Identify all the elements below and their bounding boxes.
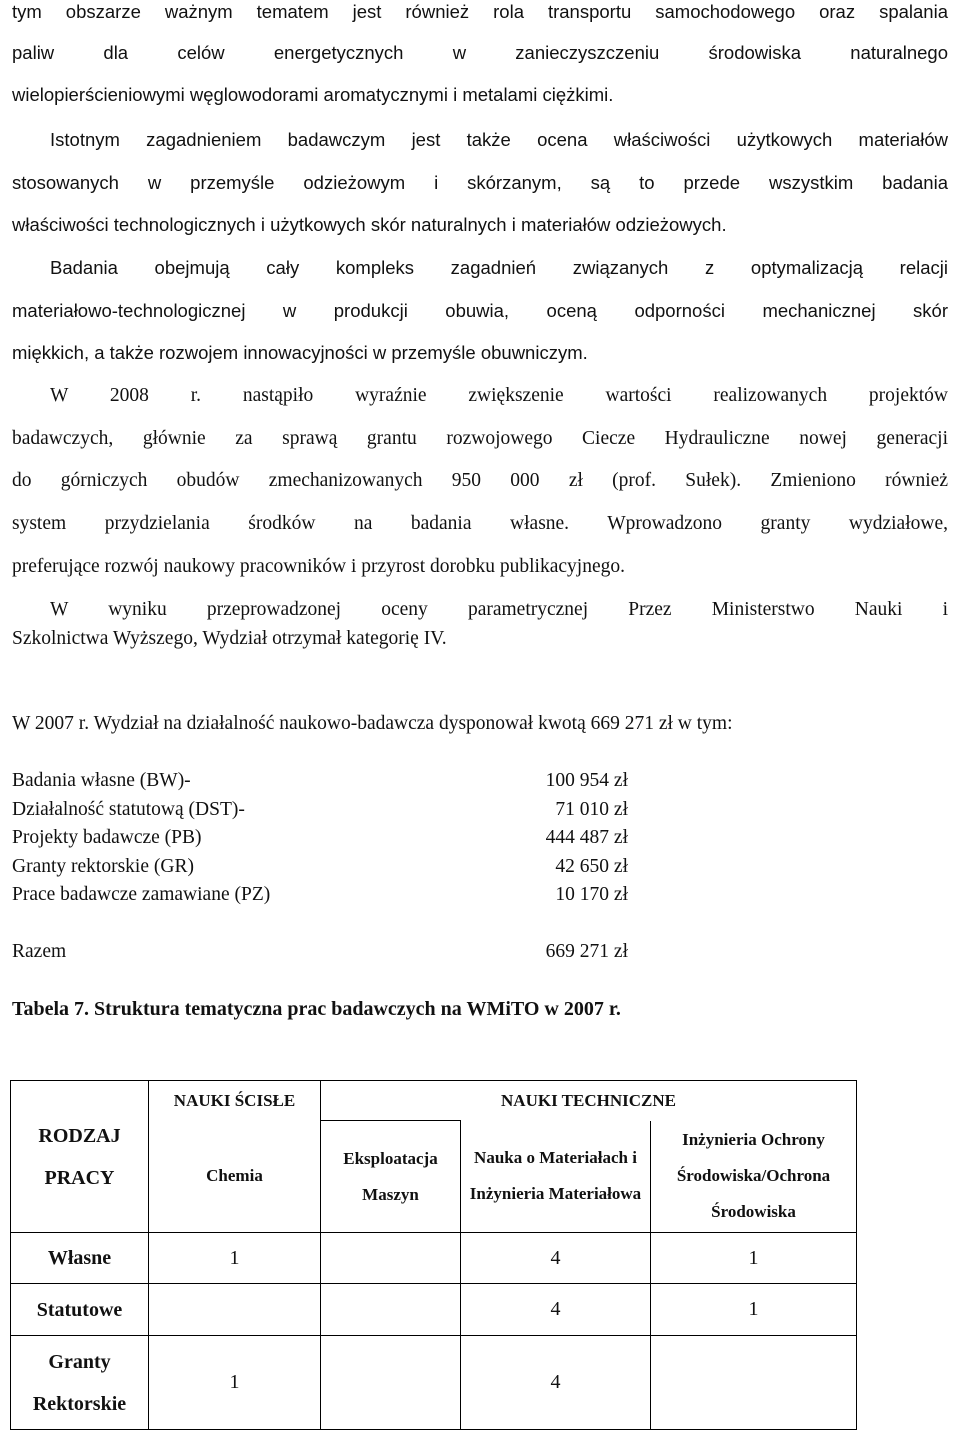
row-label: [11, 1336, 149, 1430]
text-line: paliw dla celów energetycznych w zanieczyszczeniu środowiska naturalnego: [12, 42, 948, 63]
header-eksploatacja-line: Eksploatacja: [343, 1148, 438, 1168]
funding-value: 444 487 zł: [545, 827, 628, 848]
text-line: Szkolnictwa Wyższego, Wydział otrzymał kategorię IV.: [12, 628, 447, 649]
cell-eksploatacja: [321, 1233, 461, 1284]
funding-value: 100 954 zł: [545, 770, 628, 791]
text-line: W 2007 r. Wydział na działalność naukowo-badawcza dysponował kwotą 669 271 zł w tym:: [12, 713, 733, 734]
text-line: miękkich, a także rozwojem innowacyjności w przemyśle obuwniczym.: [12, 342, 588, 363]
funding-label: Prace badawcze zamawiane (PZ): [12, 884, 271, 905]
header-nauka-o-materialach: [461, 1121, 651, 1233]
header-eksploatacja: [321, 1121, 461, 1233]
text-line: W 2008 r. nastąpiło wyraźnie zwiększenie wartości realizowanych projektów: [50, 385, 948, 406]
header-rodzaj-line: RODZAJ: [38, 1124, 121, 1147]
header-nauki-scisle: NAUKI ŚCISŁE: [149, 1081, 321, 1121]
text-line: wielopierścieniowymi węglowodorami aromatycznymi i metalami ciężkimi.: [12, 84, 614, 105]
funding-label: Granty rektorskie (GR): [12, 856, 194, 877]
header-nauka-line: Nauka o Materiałach i: [474, 1148, 637, 1168]
total-value: 669 271 zł: [545, 941, 628, 962]
table-header-row: [11, 1081, 857, 1121]
funding-label: Badania własne (BW)-: [12, 770, 191, 791]
table-row: [11, 1284, 857, 1336]
row-label-line: Rektorskie: [32, 1392, 127, 1415]
cell-chemia: [149, 1284, 321, 1336]
text-line: W wyniku przeprowadzonej oceny parametrycznej Przez Ministerstwo Nauki i: [50, 599, 948, 620]
text-line: materiałowo-technologicznej w produkcji obuwia, oceną odporności mechanicznej skór: [12, 300, 948, 321]
header-nauka-line: Inżynieria Materiałowa: [469, 1184, 642, 1204]
total-label: Razem: [12, 941, 67, 962]
cell-eksploatacja: [321, 1336, 461, 1430]
text-line: badawczych, głównie za sprawą grantu rozwojowego Ciecze Hydrauliczne nowej generacji: [12, 428, 948, 449]
cell-nauka: 4: [461, 1284, 651, 1336]
header-inzynieria-ochrony: [651, 1121, 857, 1233]
funding-value: 71 010 zł: [555, 799, 628, 820]
table-caption: Tabela 7. Struktura tematyczna prac badawczych na WMiTO w 2007 r.: [12, 998, 621, 1020]
header-eksploatacja-line: Maszyn: [362, 1184, 419, 1204]
cell-chemia: 1: [149, 1233, 321, 1284]
table-row: [11, 1336, 857, 1430]
cell-inzynieria: 1: [651, 1233, 857, 1284]
text-line: system przydzielania środków na badania własne. Wprowadzono granty wydziałowe,: [12, 513, 948, 534]
cell-chemia: 1: [149, 1336, 321, 1430]
header-inzynieria-line: Środowiska: [711, 1202, 796, 1222]
header-nauki-techniczne: NAUKI TECHNICZNE: [321, 1081, 857, 1121]
header-chemia-label: Chemia: [206, 1166, 263, 1186]
header-inzynieria-line: Środowiska/Ochrona: [676, 1166, 831, 1186]
text-line: Badania obejmują cały kompleks zagadnień związanych z optymalizacją relacji: [50, 257, 948, 278]
row-label: Statutowe: [11, 1284, 149, 1336]
text-line: do górniczych obudów zmechanizowanych 950 000 zł (prof. Sułek). Zmieniono również: [12, 470, 948, 491]
cell-nauka: 4: [461, 1233, 651, 1284]
text-line: właściwości technologicznych i użytkowych skór naturalnych i materiałów odzieżowych.: [12, 214, 727, 235]
row-label-line: Granty: [48, 1350, 111, 1373]
header-chemia: [149, 1121, 321, 1233]
funding-value: 10 170 zł: [555, 884, 628, 905]
table-row: [11, 1233, 857, 1284]
text-line: preferujące rozwój naukowy pracowników i przyrost dorobku publikacyjnego.: [12, 556, 625, 577]
funding-value: 42 650 zł: [555, 856, 628, 877]
text-line: stosowanych w przemyśle odzieżowym i skórzanym, są to przede wszystkim badania: [12, 172, 948, 193]
header-pracy-line: PRACY: [44, 1166, 115, 1189]
header-rodzaj-pracy: [11, 1081, 149, 1233]
text-line: tym obszarze ważnym tematem jest również rola transportu samochodowego oraz spalania: [12, 1, 948, 22]
cell-nauka: 4: [461, 1336, 651, 1430]
row-label: Własne: [11, 1233, 149, 1284]
cell-inzynieria: 1: [651, 1284, 857, 1336]
funding-label: Projekty badawcze (PB): [12, 827, 202, 848]
funding-label: Działalność statutową (DST)-: [12, 799, 245, 820]
cell-inzynieria: [651, 1336, 857, 1430]
cell-eksploatacja: [321, 1284, 461, 1336]
research-structure-table: [10, 1080, 857, 1430]
header-inzynieria-line: Inżynieria Ochrony: [682, 1130, 825, 1150]
text-line: Istotnym zagadnieniem badawczym jest także ocena właściwości użytkowych materiałów: [50, 129, 948, 150]
